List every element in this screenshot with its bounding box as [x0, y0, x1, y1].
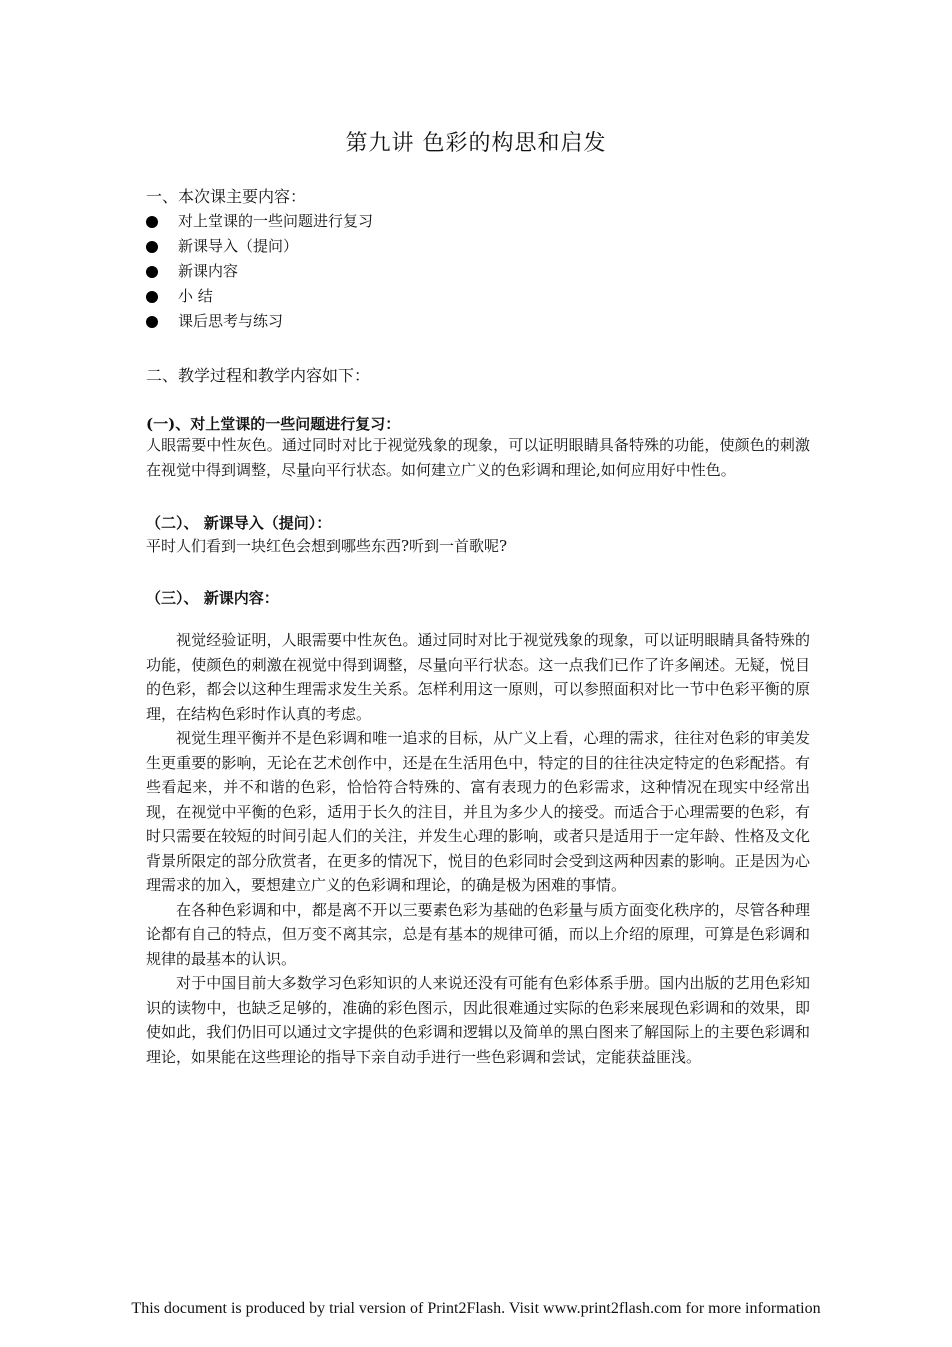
review-paragraph: 人眼需要中性灰色。通过同时对比于视觉残象的现象，可以证明眼睛具备特殊的功能，使颜色的刺激在视觉中得到调整，尽量向平行状态。如何建立广义的色彩调和理论,如何应用好中性色。 [146, 436, 810, 479]
body-paragraph: 视觉经验证明，人眼需要中性灰色。通过同时对比于视觉残象的现象，可以证明眼睛具备特殊的功能，使颜色的刺激在视觉中得到调整，尽量向平行状态。这一点我们已作了许多阐述。无疑，悦目的色彩，都会以这种生理需求发生关系。怎样利用这一原则，可以参照面积对比一节中色彩平衡的原理，在结构色彩时作认真的考虑。 [146, 631, 810, 723]
content-body [146, 628, 810, 1069]
list-item: 新课导入（提问） [146, 234, 373, 259]
list-item: 小 结 [146, 284, 373, 309]
subsection-heading-content: （三）、 新课内容： [146, 589, 279, 607]
subsection-heading-intro: （二）、 新课导入（提问）： [146, 514, 332, 532]
body-paragraph: 视觉生理平衡并不是色彩调和唯一追求的目标，从广义上看，心理的需求，往往对色彩的审美发生更重要的影响，无论在艺术创作中，还是在生活用色中，特定的目的往往决定特定的色彩配搭。有些看起来，并不和谐的色彩，恰恰符合特殊的、富有表现力的色彩需求，这种情况在现实中经常出现，在视觉中平衡的色彩，适用于长久的注目，并且为多少人的接受。而适合于心理需要的色彩，有时只需要在较短的时间引起人们的关注，并发生心理的影响，或者只是适用于一定年龄、性格及文化背景所限定的部分欣赏者，在更多的情况下，悦目的色彩同时会受到这两种因素的影响。正是因为心理需求的加入，要想建立广义的色彩调和理论，的确是极为困难的事情。 [146, 729, 810, 894]
list-item: 对上堂课的一些问题进行复习 [146, 209, 373, 234]
page-title: 第九讲 色彩的构思和启发 [345, 131, 607, 156]
bullet-icon [146, 216, 158, 228]
bullet-icon [146, 291, 158, 303]
subsection-heading-review: (一)、对上堂课的一些问题进行复习： [146, 415, 401, 433]
body-paragraph: 在各种色彩调和中，都是离不开以三要素色彩为基础的色彩量与质方面变化秩序的，尽管各种理论都有自己的特点，但万变不离其宗，总是有基本的规律可循，而以上介绍的原理，可算是色彩调和规律的最基本的认识。 [146, 900, 810, 968]
bullet-icon [146, 266, 158, 278]
section-heading-2: 二、教学过程和教学内容如下： [146, 366, 371, 385]
body-paragraph: 对于中国目前大多数学习色彩知识的人来说还没有可能有色彩体系手册。国内出版的艺用色彩知识的读物中，也缺乏足够的，准确的彩色图示，因此很难通过实际的色彩来展现色彩调和的效果，即使如此，我们仍旧可以通过文字提供的色彩调和逻辑以及简单的黑白图来了解国际上的主要色彩调和理论，如果能在这些理论的指导下亲自动手进行一些色彩调和尝试，定能获益匪浅。 [146, 974, 810, 1066]
content-list [146, 209, 373, 334]
intro-paragraph: 平时人们看到一块红色会想到哪些东西?听到一首歌呢? [146, 537, 508, 555]
list-item: 课后思考与练习 [146, 309, 373, 334]
bullet-icon [146, 241, 158, 253]
section-heading-1: 一、本次课主要内容： [146, 187, 307, 206]
bullet-icon [146, 316, 158, 328]
trial-footer: This document is produced by trial version of Print2Flash. Visit www.print2flash.com for more information [131, 1300, 821, 1317]
list-item: 新课内容 [146, 259, 373, 284]
